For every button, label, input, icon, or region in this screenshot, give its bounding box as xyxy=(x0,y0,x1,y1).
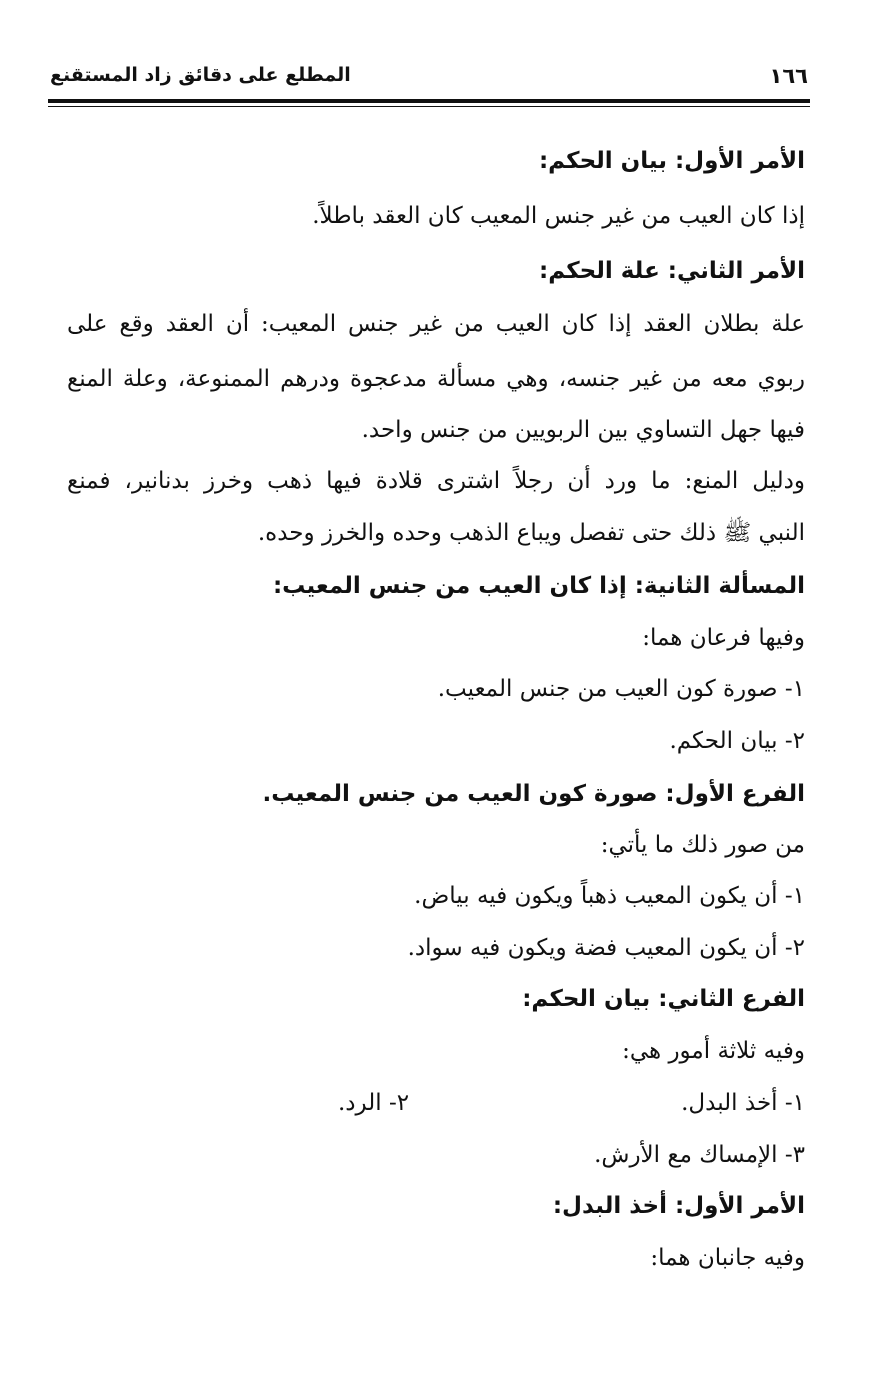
paragraph-reason-line-3: فيها جهل التساوي بين الربويين من جنس واحد. xyxy=(361,417,805,443)
paragraph-aspects-intro: وفيه جانبان هما: xyxy=(650,1245,805,1271)
heading-ruling: الأمر الأول: بيان الحكم: xyxy=(538,148,805,174)
paragraph-evidence-line-1: ودليل المنع: ما ورد أن رجلاً اشترى قلادة فيها ذهب وخرز بدنانير، فمنع xyxy=(67,468,805,494)
paragraph-reason-line-1: علة بطلان العقد إذا كان العيب من غير جنس المعيب: أن العقد وقع على xyxy=(67,311,805,337)
list-item: ١- أخذ البدل. xyxy=(681,1090,805,1116)
header-rule-thin xyxy=(48,106,810,107)
list-item: ٢- أن يكون المعيب فضة ويكون فيه سواد. xyxy=(407,935,805,961)
paragraph-ruling: إذا كان العيب من غير جنس المعيب كان العقد باطلاً. xyxy=(312,203,805,229)
running-title: المطلع على دقائق زاد المستقنع xyxy=(50,64,351,86)
header-rule-thick xyxy=(48,99,810,103)
paragraph-matters-intro: وفيه ثلاثة أمور هي: xyxy=(622,1038,805,1064)
list-item: ١- أن يكون المعيب ذهباً ويكون فيه بياض. xyxy=(414,883,805,909)
paragraph-branches-intro: وفيها فرعان هما: xyxy=(642,625,805,651)
paragraph-reason-line-2: ربوي معه من غير جنسه، وهي مسألة مدعجوة ودرهم الممنوعة، وعلة المنع xyxy=(67,366,805,392)
list-item: ٢- بيان الحكم. xyxy=(669,728,805,754)
heading-first-branch: الفرع الأول: صورة كون العيب من جنس المعيب. xyxy=(262,781,805,807)
paragraph-evidence-line-2: النبي ﷺ ذلك حتى تفصل ويباع الذهب وحده والخرز وحده. xyxy=(257,520,805,546)
paragraph-examples-intro: من صور ذلك ما يأتي: xyxy=(600,832,805,858)
heading-taking-substitute: الأمر الأول: أخذ البدل: xyxy=(552,1193,805,1219)
list-item: ١- صورة كون العيب من جنس المعيب. xyxy=(437,676,805,702)
list-item: ٣- الإمساك مع الأرش. xyxy=(594,1142,805,1168)
page-number: ١٦٦ xyxy=(769,64,808,88)
list-item: ٢- الرد. xyxy=(338,1090,410,1116)
heading-second-branch: الفرع الثاني: بيان الحكم: xyxy=(522,986,805,1012)
page-header xyxy=(50,64,808,94)
heading-reason: الأمر الثاني: علة الحكم: xyxy=(539,258,805,284)
heading-second-issue: المسألة الثانية: إذا كان العيب من جنس المعيب: xyxy=(272,573,805,599)
